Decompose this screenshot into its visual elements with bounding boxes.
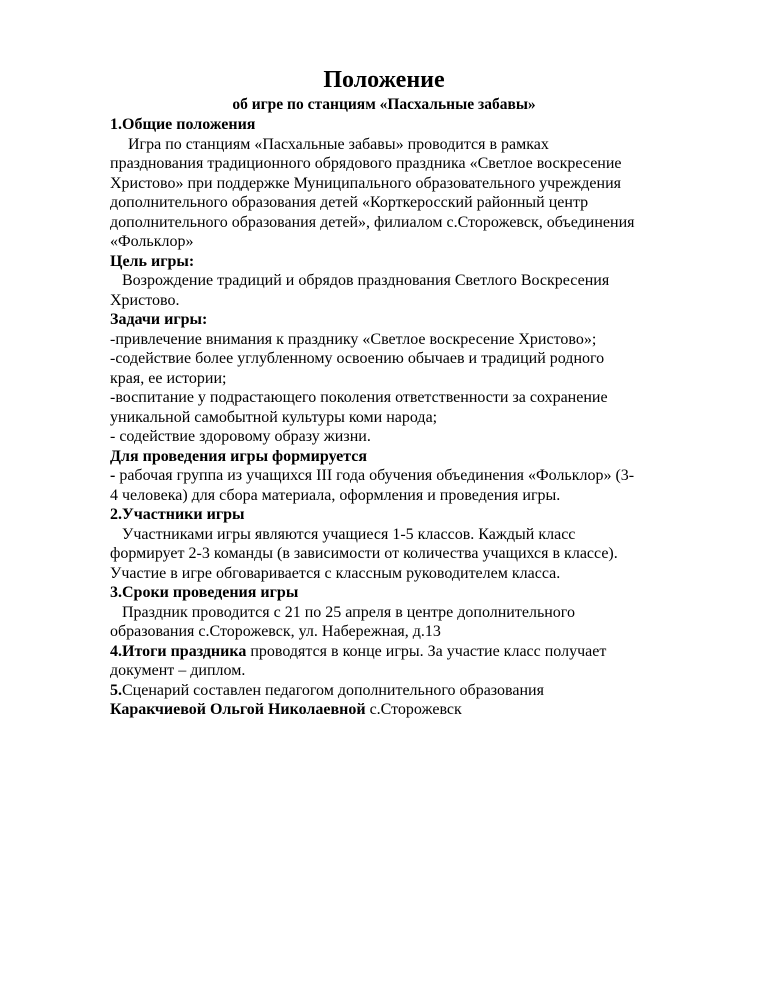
section-number-author: 5. <box>110 681 122 699</box>
section-heading-results: 4.Итоги праздника <box>110 642 247 660</box>
section-heading-participants: 2.Участники игры <box>110 506 245 523</box>
task-line: -привлечение внимания к празднику «Светлое воскресение Христово»; <box>110 330 597 348</box>
general-line: Игра по станциям «Пасхальные забавы» проводится в рамках <box>128 135 549 153</box>
results-line <box>110 642 722 662</box>
section-heading-goal: Цель игры: <box>110 252 195 270</box>
participants-line: формирует 2-3 команды (в зависимости от количества учащихся в классе). <box>110 545 618 562</box>
task-line: - содействие здоровому образу жизни. <box>110 428 371 445</box>
task-line: -содействие более углубленному освоению обычаев и традиций родного <box>110 350 605 367</box>
general-line: дополнительного образования детей», филиалом с.Сторожевск, объединения <box>110 213 635 231</box>
author-text: Сценарий составлен педагогом дополнительного образования <box>122 681 544 699</box>
formation-line: 4 человека) для сбора материала, оформления и проведения игры. <box>110 486 561 504</box>
section-heading-dates: 3.Сроки проведения игры <box>110 584 299 601</box>
author-line <box>110 681 722 701</box>
section-heading-tasks: Задачи игры: <box>110 311 208 328</box>
dates-line: образования с.Сторожевск, ул. Набережная, д.13 <box>110 623 441 640</box>
document-body <box>110 115 722 720</box>
section-heading-general: 1.Общие положения <box>110 116 256 133</box>
participants-line: Участие в игре обговаривается с классным руководителем класса. <box>110 564 561 582</box>
results-line: документ – диплом. <box>110 662 246 679</box>
author-place: с.Сторожевск <box>365 701 462 718</box>
goal-line: Христово. <box>110 291 180 309</box>
page-title: Положение <box>323 67 445 93</box>
general-line: «Фольклор» <box>110 233 194 250</box>
author-name-line <box>110 700 722 720</box>
page-subtitle: об игре по станциям «Пасхальные забавы» <box>232 96 536 113</box>
participants-line: Участниками игры являются учащиеся 1-5 классов. Каждый класс <box>122 525 576 543</box>
task-line: -воспитание у подрастающего поколения ответственности за сохранение <box>110 389 608 406</box>
general-line: празднования традиционного обрядового праздника «Светлое воскресение <box>110 155 622 172</box>
formation-dash: - <box>110 467 116 484</box>
task-line: уникальной самобытной культуры коми народа; <box>110 408 438 426</box>
dates-line: Праздник проводится с 21 по 25 апреля в центре дополнительного <box>122 603 575 621</box>
results-text: проводятся в конце игры. За участие класс получает <box>246 642 607 660</box>
task-line: края, ее истории; <box>110 369 227 387</box>
general-line: дополнительного образования детей «Корткеросский районный центр <box>110 194 589 211</box>
section-heading-formation: Для проведения игры формируется <box>110 447 368 465</box>
goal-line: Возрождение традиций и обрядов празднования Светлого Воскресения <box>122 272 610 289</box>
formation-text: рабочая группа из учащихся III года обучения объединения «Фольклор» (3- <box>115 467 635 484</box>
author-name: Каракчиевой Ольгой Николаевной <box>110 701 366 718</box>
general-line: Христово» при поддержке Муниципального образовательного учреждения <box>110 174 622 192</box>
formation-line <box>110 466 722 486</box>
